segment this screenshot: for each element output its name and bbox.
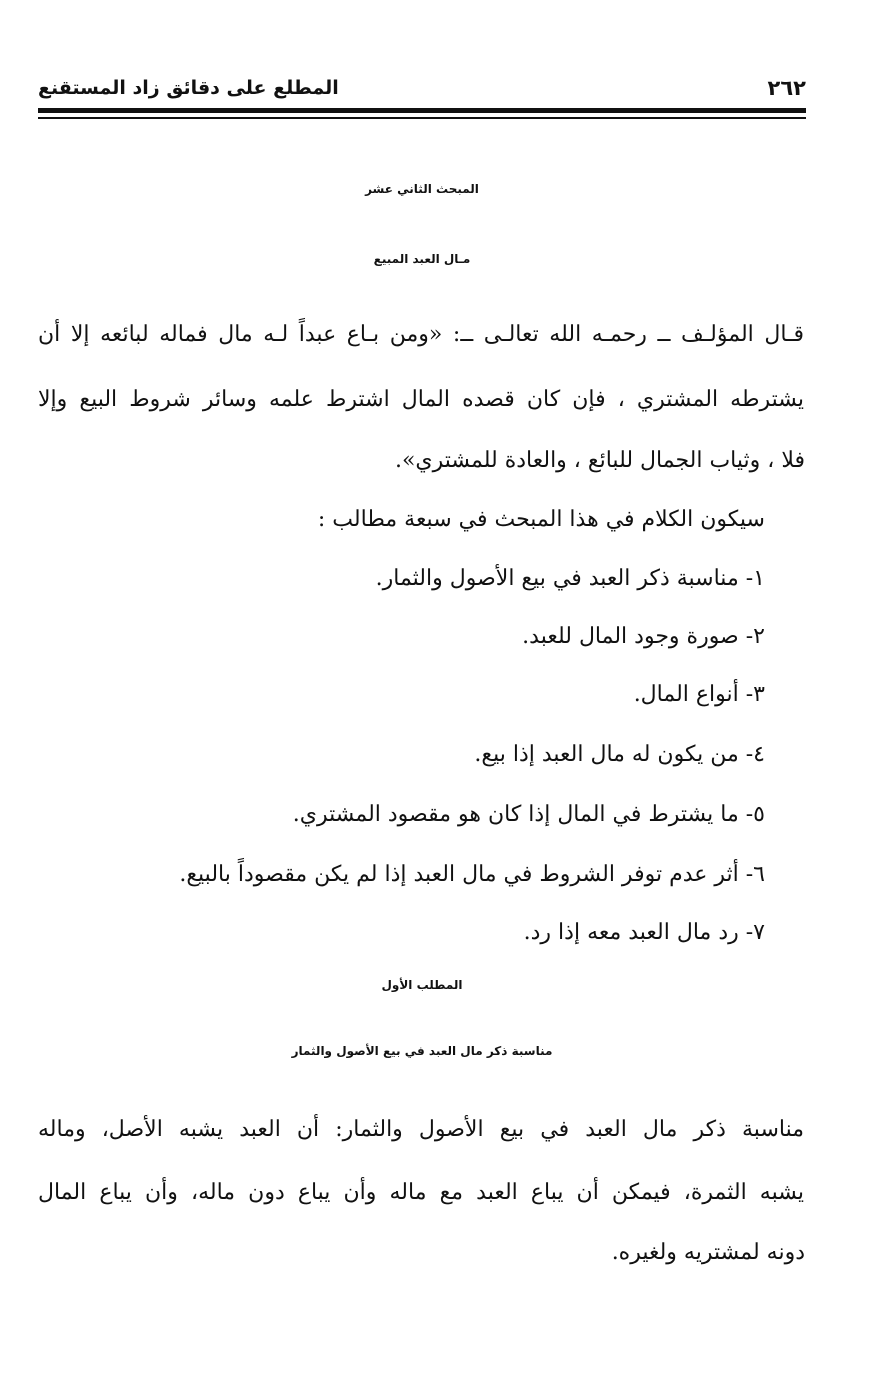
header-rule-thin xyxy=(38,117,806,119)
section-line: دونه لمشتريه ولغيره. xyxy=(611,1240,805,1265)
section-line: يشبه الثمرة، فيمكن أن يباع العبد مع ماله وأن يباع دون ماله، وأن يباع المال xyxy=(38,1180,804,1205)
topic-item: ٦- أثر عدم توفر الشروط في مال العبد إذا لم يكن مقصوداً بالبيع. xyxy=(179,862,765,887)
section-subtitle: مناسبة ذكر مال العبد في بيع الأصول والثمار xyxy=(291,1044,553,1058)
page-number: ٢٦٢ xyxy=(767,76,806,100)
topics-intro: سيكون الكلام في هذا المبحث في سبعة مطالب : xyxy=(317,507,765,532)
topic-item: ٥- ما يشترط في المال إذا كان هو مقصود المشتري. xyxy=(292,802,765,827)
topic-item: ٣- أنواع المال. xyxy=(633,682,765,707)
running-title: المطلع على دقائق زاد المستقنع xyxy=(38,77,339,99)
topic-item: ٧- رد مال العبد معه إذا رد. xyxy=(523,920,765,945)
quote-line: فلا ، وثياب الجمال للبائع ، والعادة للمشتري». xyxy=(394,448,805,473)
quote-line: قـال المؤلـف ــ رحمـه الله تعالـى ــ: «ومن بـاع عبداً لـه مال فماله لبائعه إلا أن xyxy=(38,322,804,347)
chapter-subtitle: مـال العبد المبيع xyxy=(373,252,471,266)
topic-item: ٤- من يكون له مال العبد إذا بيع. xyxy=(474,742,765,767)
section-title: المطلب الأول xyxy=(381,978,463,992)
quote-line: يشترطه المشتري ، فإن كان قصده المال اشترط علمه وسائر شروط البيع وإلا xyxy=(38,387,804,412)
topic-item: ١- مناسبة ذكر العبد في بيع الأصول والثمار. xyxy=(375,566,765,591)
topic-item: ٢- صورة وجود المال للعبد. xyxy=(522,624,765,649)
page-header xyxy=(38,70,806,106)
header-rule-thick xyxy=(38,108,806,113)
section-line: مناسبة ذكر مال العبد في بيع الأصول والثمار: أن العبد يشبه الأصل، وماله xyxy=(38,1117,804,1142)
chapter-title: المبحث الثاني عشر xyxy=(365,182,479,196)
